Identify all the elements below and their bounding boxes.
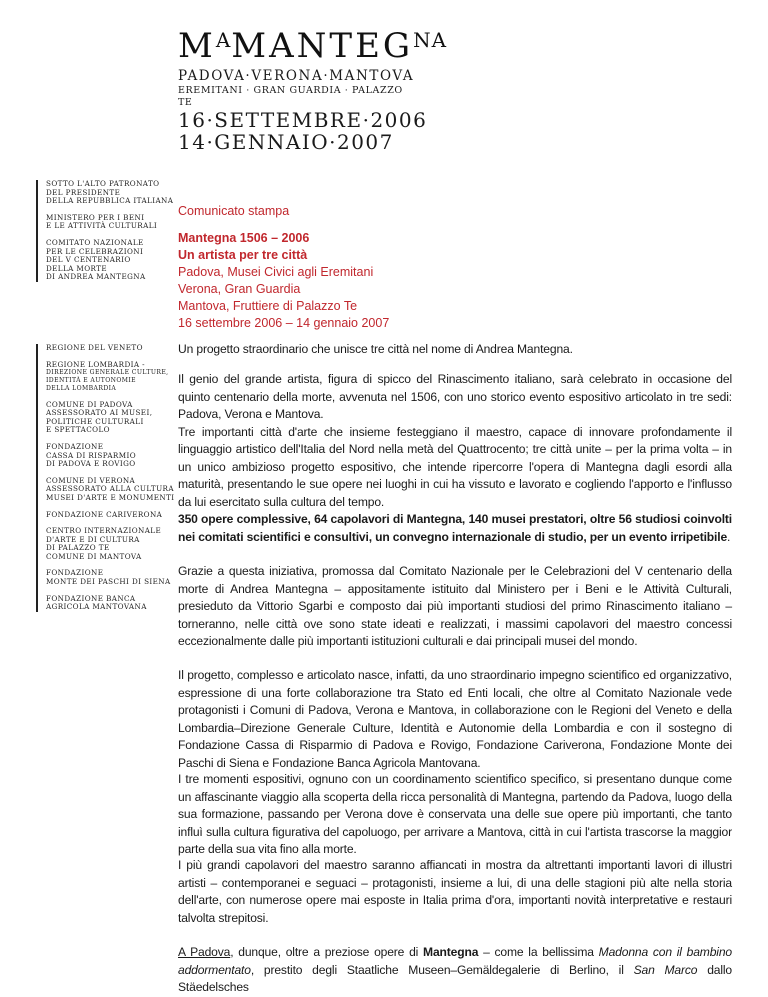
paragraph-numbers: 350 opere complessive, 64 capolavori di Mantegna, 140 musei prestatori, oltre 56 studiosi coinvolti nei comitati scientifici e consultivi, un convegno internazionale di studio, per un evento irripetibile. (178, 512, 732, 544)
sidebar-group-ministero: MINISTERO PER I BENI E LE ATTIVITÀ CULTURALI (46, 212, 158, 231)
release-title: Mantegna 1506 – 2006 (178, 231, 310, 245)
sidebar-group-comune-padova: COMUNE DI PADOVA ASSESSORATO AI MUSEI, POLITICHE CULTURALI E SPETTACOLO (46, 399, 153, 435)
release-venue-mantova: Mantova, Fruttiere di Palazzo Te (178, 299, 358, 313)
press-release-heading (178, 230, 732, 332)
exhibition-logo (178, 26, 448, 154)
release-subtitle: Un artista per tre città (178, 248, 308, 262)
paragraph-comitato: Grazie a questa iniziativa, promossa dal Comitato Nazionale per le Celebrazioni del V centenario della morte di Andrea Mantegna – appositamente istituito dal Ministero per i Beni e le Attività Culturali, presieduto da Vittorio Sgarbi e composto dai più importanti studiosi del primo Rinascimento italiano – torneranno, nelle città ove sono state ideati e realizzati, i massimi capolavori del maestro concessi eccezionalmente dalle più importanti istituzioni culturali e dai principali musei del mondo. (178, 564, 732, 648)
paragraph-capolavori: I più grandi capolavori del maestro saranno affiancati in mostra da altrettanti importanti lavori di illustri artisti – contemporanei e seguaci – protagonisti, insieme a lui, di una delle stagioni più alte nella storia dell'arte, con numerose opere mai esposte in Italia prima d'ora, importanti novità interpretative e restauri talvolta strepitosi. (178, 858, 732, 925)
sidebar-group-cariverona: FONDAZIONE CARIVERONA (46, 509, 163, 519)
logo-date-end: 14·GENNAIO·2007 (178, 130, 394, 154)
sidebar-group-fondazione-padova: FONDAZIONE CASSA DI RISPARMIO DI PADOVA E ROVIGO (46, 441, 137, 469)
sidebar-group-palazzo-te: CENTRO INTERNAZIONALE D'ARTE E DI CULTURA DI PALAZZO TE COMUNE DI MANTOVA (46, 526, 162, 561)
release-dates: 16 settembre 2006 – 14 gennaio 2007 (178, 316, 390, 330)
sidebar-group-comitato: COMITATO NAZIONALE PER LE CELEBRAZIONI DEL V CENTENARIO DELLA MORTE DI ANDREA MANTEGNA (46, 237, 146, 282)
intro-paragraph: Un progetto straordinario che unisce tre città nel nome di Andrea Mantegna. (178, 342, 573, 356)
sidebar-group-monte-paschi: FONDAZIONE MONTE DEI PASCHI DI SIENA (46, 568, 171, 587)
press-release-label: Comunicato stampa (178, 204, 290, 218)
paragraph-momenti: I tre momenti espositivi, ognuno con un coordinamento scientifico specifico, si presentano dunque come un affascinante viaggio alla scoperta della ricca personalità di Mantegna, partendo da Padova, luogo della sua formazione, passando per Verona dove è conservata una delle sue opere più importanti, che tanto influì sulla cultura figurativa del capoluogo, per arrivare a Mantova, città in cui l'artista trascorse la maggior parte della sua vita fino alla morte. (178, 772, 732, 856)
sidebar-group-banca-agricola: FONDAZIONE BANCA AGRICOLA MANTOVANA (46, 593, 147, 612)
paragraph-progetto: Il progetto, complesso e articolato nasce, infatti, da uno straordinario impegno scientifico ed organizzativo, espressione di una forte collaborazione tra Stato ed Enti locali, che oltre al Comitato Nazionale vede protagonisti i Comuni di Padova, Verona e Mantova, in collaborazione con le Regioni del Veneto e della Lombardia–Direzione Generale Culture, Identità e Autonomie della Lombardia e con il sostegno di Fondazione Cassa di Risparmio di Padova e Rovigo, Fondazione Cariverona, Fondazione Monte dei Paschi di Siena e Fondazione Banca Agricola Mantovana. (178, 668, 732, 770)
sidebar-group-presidente: SOTTO L'ALTO PATRONATO DEL PRESIDENTE DELLA REPUBBLICA ITALIANA (46, 179, 174, 206)
sidebar-institutions (36, 344, 176, 612)
sidebar-group-comune-verona: COMUNE DI VERONA ASSESSORATO ALLA CULTURA MUSEI D'ARTE E MONUMENTI (46, 475, 175, 502)
logo-date-start: 16·SETTEMBRE·2006 (178, 108, 428, 132)
logo-venues: EREMITANI · GRAN GUARDIA · PALAZZO TE (178, 85, 403, 108)
sidebar-group-veneto: REGIONE DEL VENETO (46, 343, 143, 352)
paragraph-padova: A Padova, dunque, oltre a preziose opere di Mantegna – come la bellissima Madonna con il bambino addormentato, prestito degli Staatliche Museen–Gemäldegalerie di Berlino, il San Marco dallo Stäedelsches (178, 945, 732, 994)
sidebar-patronage (36, 180, 176, 282)
release-venue-verona: Verona, Gran Guardia (178, 282, 301, 296)
logo-cities: PADOVA·VERONA·MANTOVA (178, 68, 415, 84)
paragraph-genio: Il genio del grande artista, figura di spicco del Rinascimento italiano, sarà celebrato in occasione del quinto centenario della morte, avvenuta nel 1506, con uno storico evento espositivo articolato in tre sedi: Padova, Verona e Mantova. Tre importanti città d'arte che insieme festeggiano il maestro, capace di innovare profondamente il linguaggio artistico dell'Italia del Nord nella metà del Quattrocento; tre città unite – per la prima volta – in un unico ambizioso progetto espositivo, che intende ripercorre l'opera di Mantegna dagli esordi alla maturità, presentando le sue opere nei luoghi in cui ha vissuto e lavorato e cogliendo l'apporto e l'influsso da lui esercitato sulla cultura del tempo. (178, 372, 732, 509)
logo-title: $M^AMANTEG^{NA}$ (178, 26, 448, 66)
sidebar-group-lombardia: REGIONE LOMBARDIA - DIREZIONE GENERALE CULTURE, IDENTITÀ E AUTONOMIE DELLA LOMBARDIA (46, 359, 169, 392)
release-venue-padova: Padova, Musei Civici agli Eremitani (178, 265, 374, 279)
